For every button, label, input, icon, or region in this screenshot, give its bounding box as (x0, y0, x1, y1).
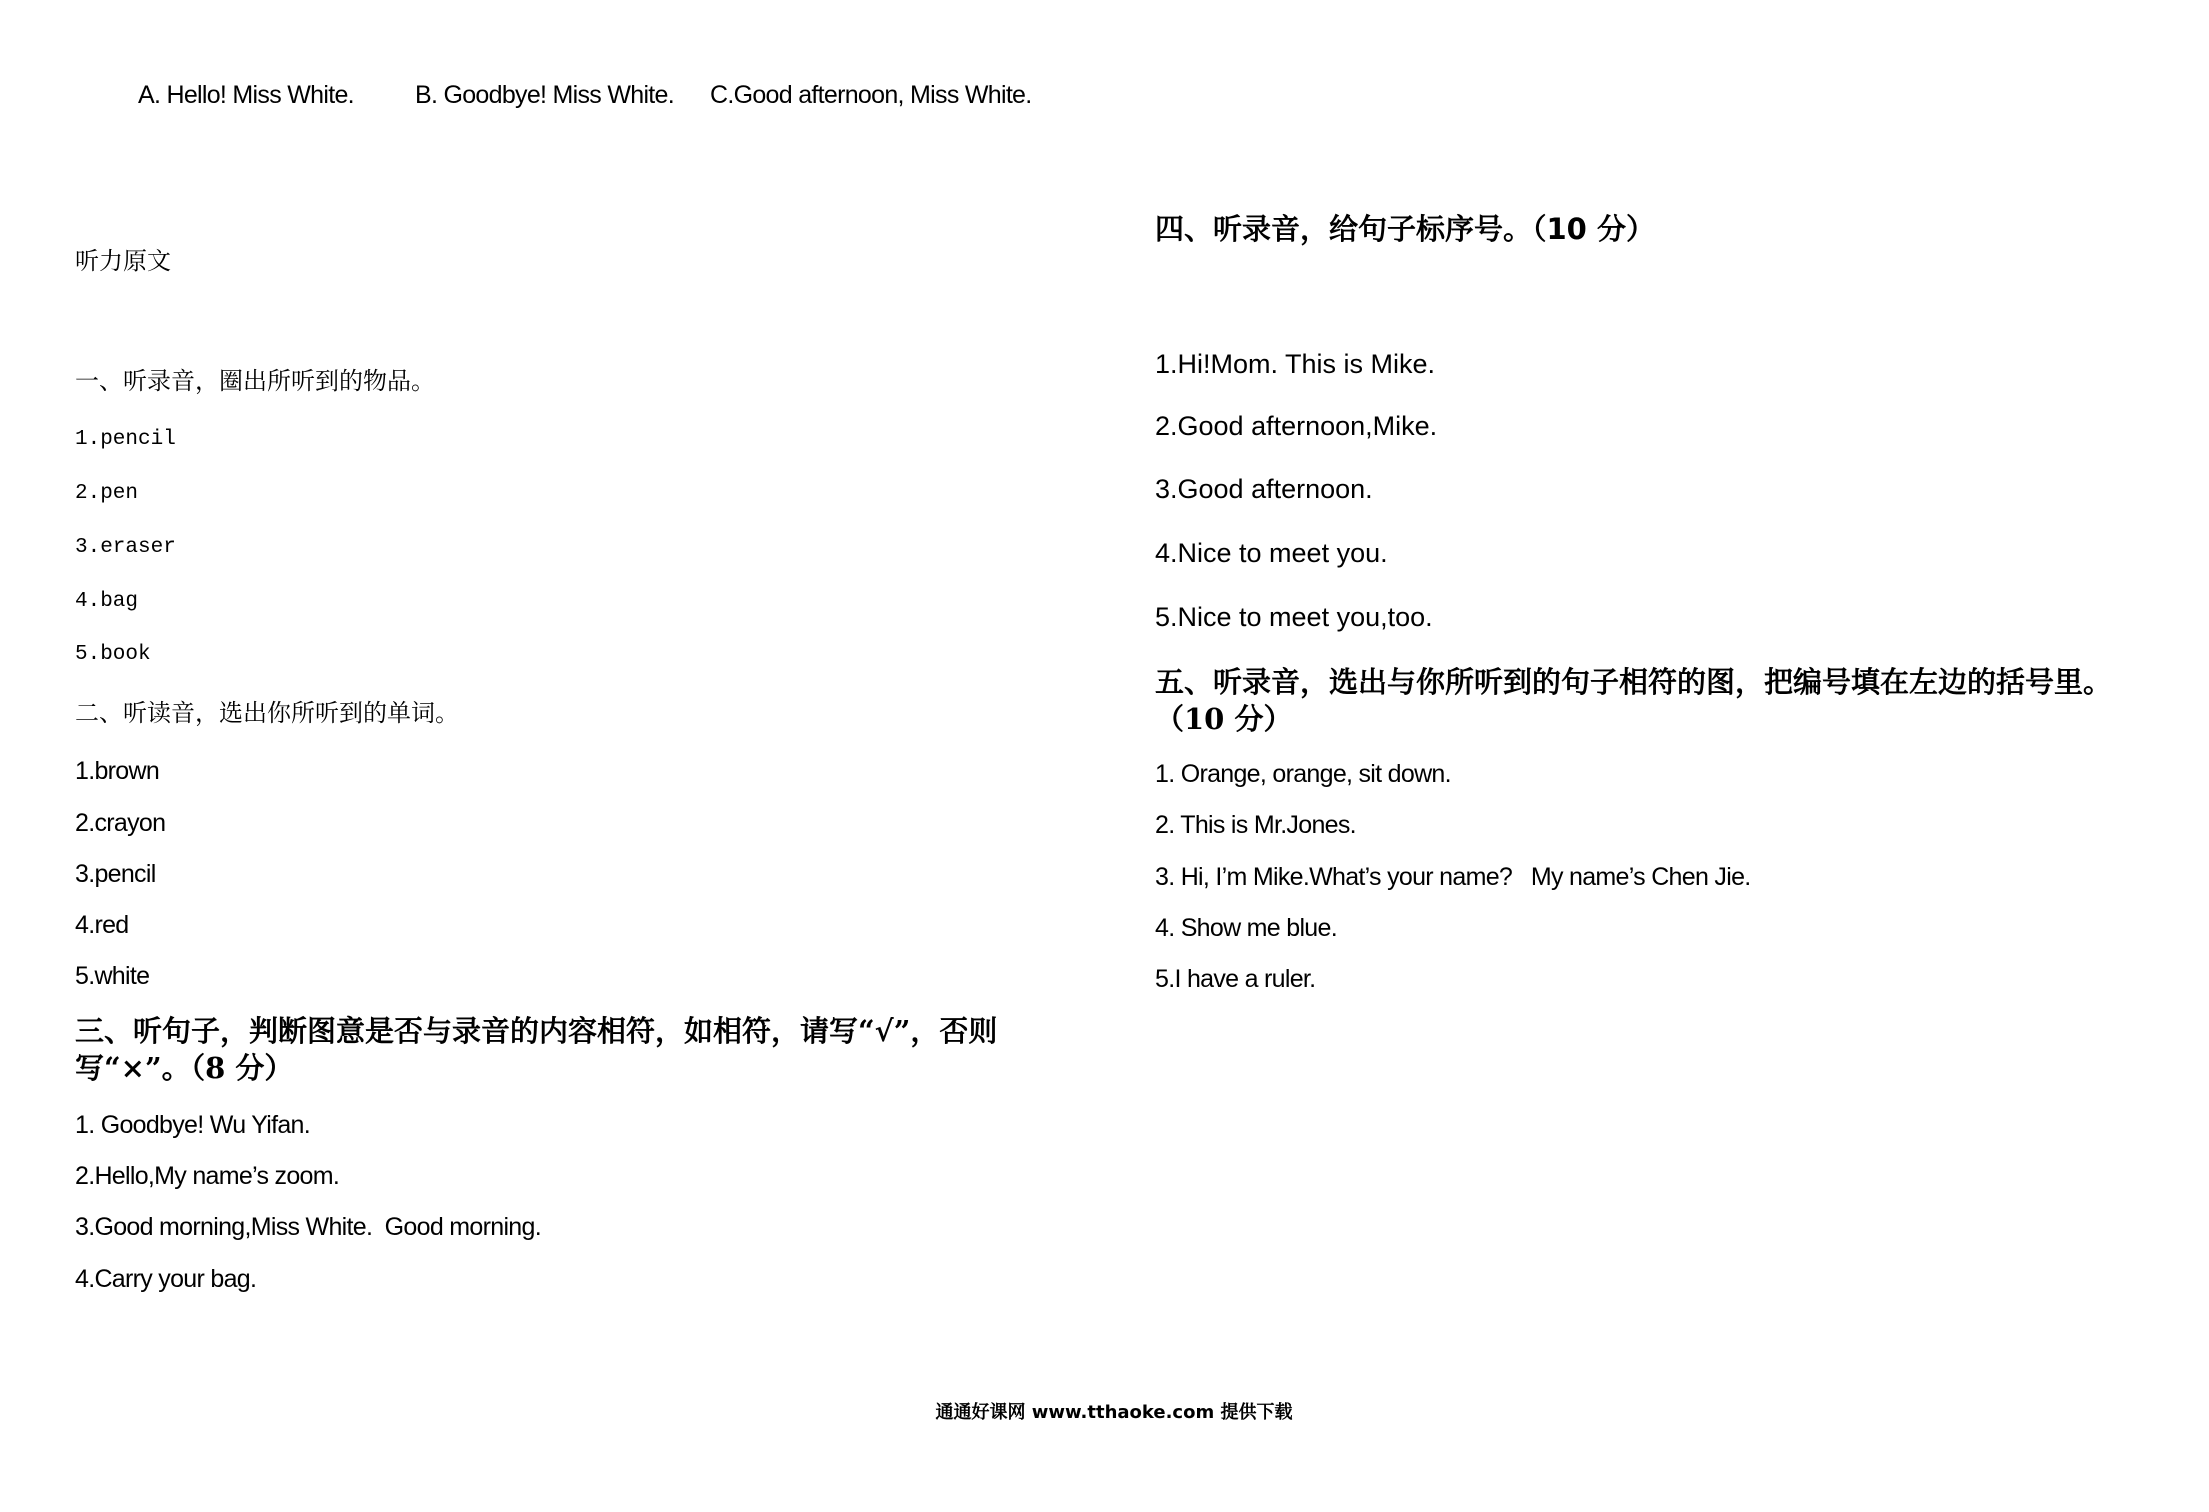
section1-heading: 一、听录音，圈出所听到的物品。 (75, 367, 435, 395)
choice-a: A. Hello! Miss White. (138, 81, 354, 109)
section5-item: 3. Hi, I’m Mike.What’s your name? My name’s Chen Jie. (1155, 863, 1751, 891)
section1-item: 4.bag (75, 590, 139, 613)
section5-heading-line1: 五、听录音，选出与你所听到的句子相符的图，把编号填在左边的括号里。 (1155, 665, 2113, 699)
section5-item: 1. Orange, orange, sit down. (1155, 760, 1451, 788)
section1-item: 3.eraser (75, 536, 176, 559)
choice-b: B. Goodbye! Miss White. (415, 81, 674, 109)
choice-c: C.Good afternoon, Miss White. (710, 81, 1032, 109)
section4-item: 4.Nice to meet you. (1155, 538, 1388, 568)
section3-item: 1. Goodbye! Wu Yifan. (75, 1111, 310, 1139)
section2-item: 2.crayon (75, 809, 166, 837)
section4-item: 2.Good afternoon,Mike. (1155, 411, 1438, 441)
section3-heading-line1: 三、听句子，判断图意是否与录音的内容相符，如相符，请写“√”，否则 (75, 1014, 998, 1048)
section5-item: 2. This is Mr.Jones. (1155, 811, 1356, 839)
section2-item: 4.red (75, 911, 129, 939)
section3-item: 2.Hello,My name’s zoom. (75, 1162, 340, 1190)
section3-item: 4.Carry your bag. (75, 1265, 257, 1293)
section2-heading: 二、听读音，选出你所听到的单词。 (75, 699, 459, 727)
section1-item: 2.pen (75, 482, 139, 505)
section3-heading-line2: 写“×”。（8 分） (75, 1051, 294, 1085)
section1-item: 1.pencil (75, 428, 176, 451)
section5-item: 4. Show me blue. (1155, 914, 1337, 942)
section2-item: 3.pencil (75, 860, 156, 888)
section2-item: 1.brown (75, 757, 160, 785)
section5-item: 5.I have a ruler. (1155, 965, 1316, 993)
section5-heading-line2: （10 分） (1155, 702, 1293, 736)
section4-item: 3.Good afternoon. (1155, 474, 1373, 504)
section4-heading: 四、听录音，给句子标序号。（10 分） (1155, 212, 1655, 246)
section2-item: 5.white (75, 962, 150, 990)
page-footer: 通通好课网 www.tthaoke.com 提供下载 (935, 1402, 1293, 1423)
transcript-title: 听力原文 (75, 247, 171, 275)
section4-item: 1.Hi!Mom. This is Mike. (1155, 349, 1436, 379)
section4-item: 5.Nice to meet you,too. (1155, 602, 1433, 632)
section3-item: 3.Good morning,Miss White. Good morning. (75, 1213, 541, 1241)
section1-item: 5.book (75, 643, 151, 666)
